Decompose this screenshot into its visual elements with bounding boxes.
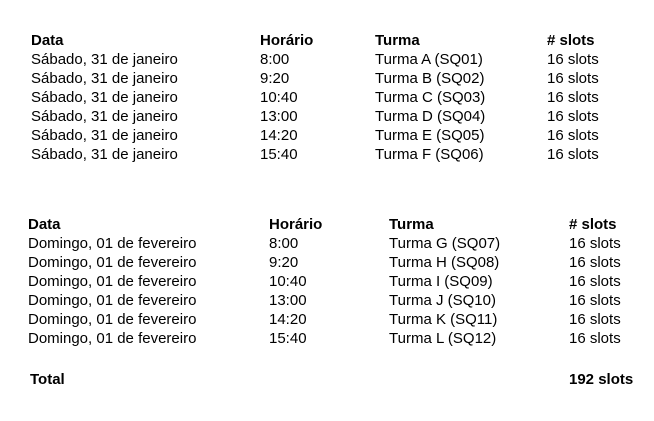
cell-time: 8:00 [269,235,299,252]
cell-date: Domingo, 01 de fevereiro [28,235,197,252]
cell-date: Domingo, 01 de fevereiro [28,292,197,309]
cell-time: 10:40 [260,89,298,106]
cell-class: Turma I (SQ09) [389,273,493,290]
header-date: Data [31,32,64,49]
cell-time: 14:20 [260,127,298,144]
cell-date: Sábado, 31 de janeiro [31,108,178,125]
cell-class: Turma B (SQ02) [375,70,485,87]
cell-time: 10:40 [269,273,307,290]
cell-slots: 16 slots [547,89,599,106]
cell-class: Turma E (SQ05) [375,127,485,144]
cell-slots: 16 slots [547,146,599,163]
cell-slots: 16 slots [547,108,599,125]
cell-class: Turma G (SQ07) [389,235,501,252]
cell-class: Turma F (SQ06) [375,146,484,163]
cell-slots: 16 slots [569,311,621,328]
cell-class: Turma J (SQ10) [389,292,496,309]
header-slots: # slots [547,32,595,49]
cell-slots: 16 slots [547,127,599,144]
cell-class: Turma A (SQ01) [375,51,483,68]
cell-date: Sábado, 31 de janeiro [31,89,178,106]
cell-slots: 16 slots [569,254,621,271]
header-slots: # slots [569,216,617,233]
cell-time: 8:00 [260,51,290,68]
cell-date: Domingo, 01 de fevereiro [28,330,197,347]
cell-date: Sábado, 31 de janeiro [31,51,178,68]
cell-class: Turma D (SQ04) [375,108,486,125]
cell-slots: 16 slots [547,51,599,68]
cell-time: 15:40 [260,146,298,163]
total-label: Total [30,371,65,388]
cell-date: Sábado, 31 de janeiro [31,70,178,87]
header-time: Horário [269,216,323,233]
cell-time: 14:20 [269,311,307,328]
cell-class: Turma H (SQ08) [389,254,500,271]
header-class: Turma [389,216,434,233]
cell-date: Sábado, 31 de janeiro [31,146,178,163]
header-date: Data [28,216,61,233]
cell-date: Domingo, 01 de fevereiro [28,273,197,290]
cell-date: Domingo, 01 de fevereiro [28,254,197,271]
total-value: 192 slots [569,371,634,388]
cell-date: Sábado, 31 de janeiro [31,127,178,144]
cell-time: 13:00 [269,292,307,309]
cell-time: 15:40 [269,330,307,347]
cell-slots: 16 slots [547,70,599,87]
cell-slots: 16 slots [569,292,621,309]
cell-class: Turma C (SQ03) [375,89,486,106]
cell-slots: 16 slots [569,273,621,290]
cell-time: 9:20 [260,70,290,87]
cell-time: 13:00 [260,108,298,125]
cell-date: Domingo, 01 de fevereiro [28,311,197,328]
cell-class: Turma L (SQ12) [389,330,497,347]
cell-slots: 16 slots [569,235,621,252]
cell-slots: 16 slots [569,330,621,347]
header-class: Turma [375,32,420,49]
header-time: Horário [260,32,314,49]
cell-time: 9:20 [269,254,299,271]
cell-class: Turma K (SQ11) [389,311,498,328]
